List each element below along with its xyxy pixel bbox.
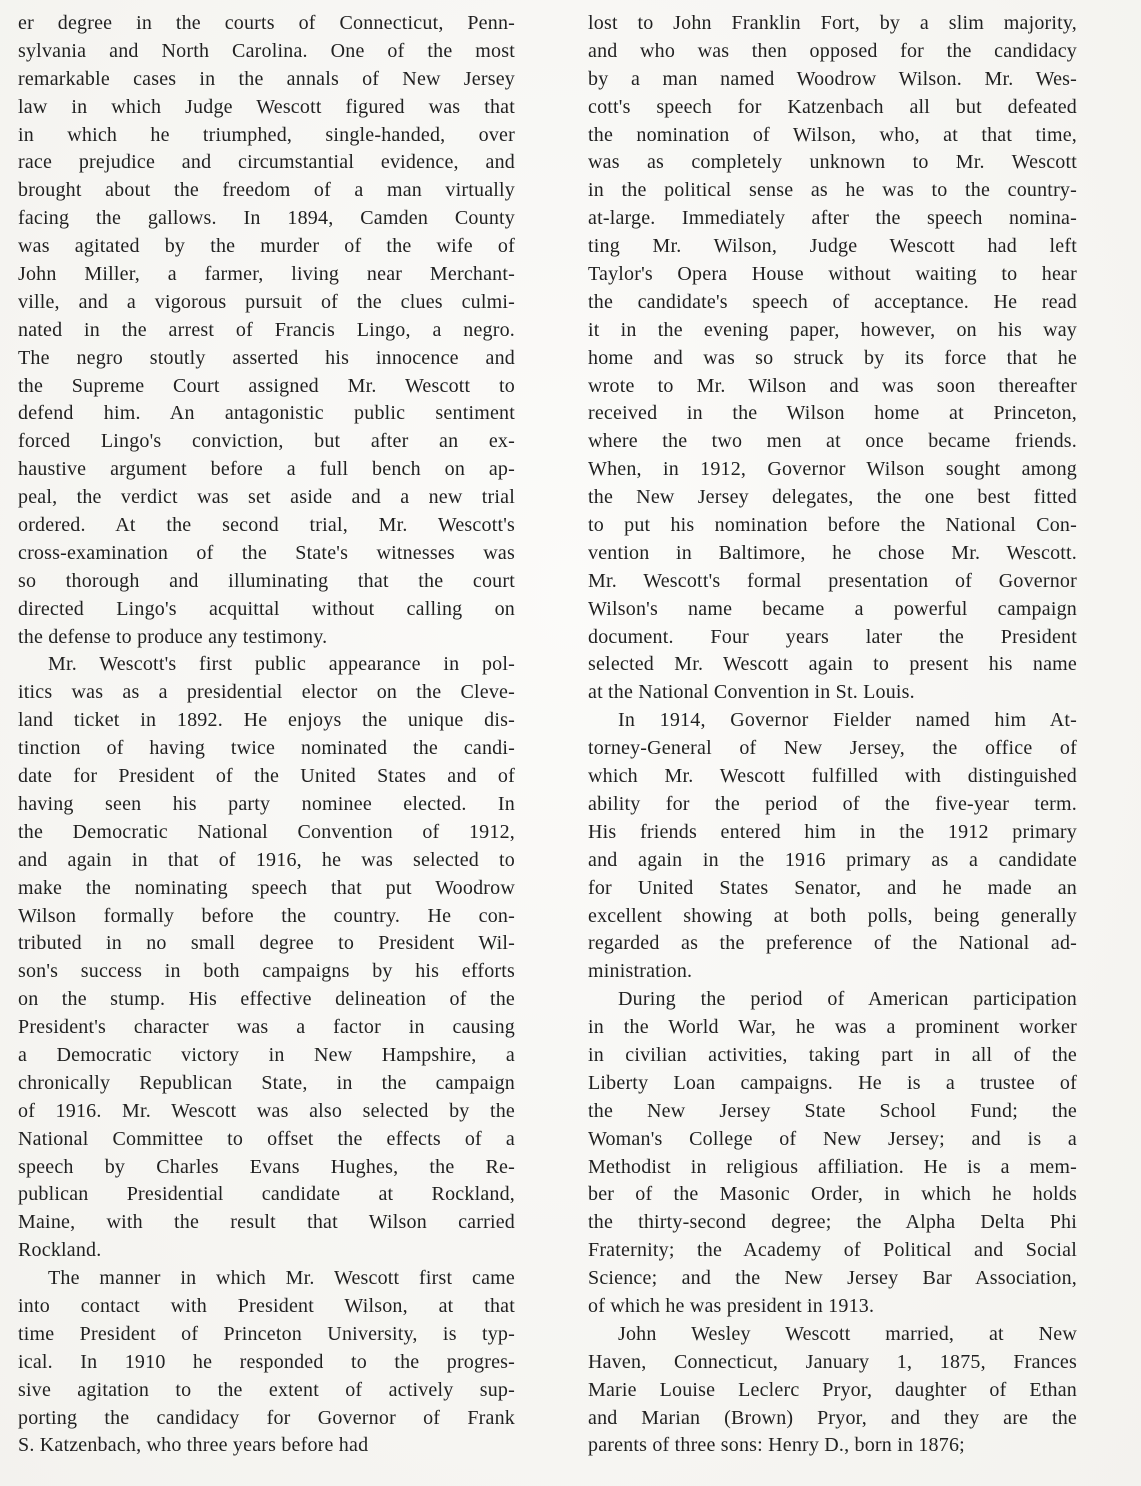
text-line: porting the candidacy for Governor of Frank [18,1406,515,1429]
text-line: a Democratic victory in New Hampshire, a [18,1043,515,1066]
text-line: and who was then opposed for the candidacy [588,39,1077,62]
text-line: where the two men at once became friends. [588,430,1077,453]
text-line: Mr. Wescott's first public appearance in pol- [48,653,515,676]
text-line: it in the evening paper, however, on his way [588,318,1077,341]
text-line: wrote to Mr. Wilson and was soon thereafter [588,374,1077,397]
text-line: into contact with President Wilson, at that [18,1294,515,1317]
text-line: of which he was president in 1913. [588,1294,875,1317]
text-line: the Democratic National Convention of 1912, [18,820,515,843]
text-line: law in which Judge Wescott figured was that [18,95,515,118]
text-line: excellent showing at both polls, being generally [588,904,1077,927]
text-line: ministration. [588,960,693,983]
text-line: the Supreme Court assigned Mr. Wescott to [18,374,515,397]
text-line: directed Lingo's acquittal without calling on [18,597,515,620]
paragraph [588,1321,1077,1460]
text-line: the nomination of Wilson, who, at that time, [588,123,1077,146]
text-line: land ticket in 1892. He enjoys the unique dis- [18,709,515,732]
text-line: President's character was a factor in causing [18,1016,515,1039]
text-line: Marie Louise Leclerc Pryor, daughter of Ethan [588,1378,1077,1401]
text-line: nated in the arrest of Francis Lingo, a negro. [18,318,515,341]
text-line: His friends entered him in the 1912 primary [588,820,1077,843]
text-line: National Committee to offset the effects of a [18,1127,515,1150]
text-line: forced Lingo's conviction, but after an ex- [18,430,515,453]
text-line: Fraternity; the Academy of Political and Social [588,1239,1077,1262]
text-line: at-large. Immediately after the speech nomina- [588,207,1077,230]
text-line: Mr. Wescott's formal presentation of Governor [588,569,1077,592]
text-line: Taylor's Opera House without waiting to hear [588,263,1077,286]
text-line: remarkable cases in the annals of New Jersey [18,67,515,90]
text-line: Maine, with the result that Wilson carried [18,1211,515,1234]
paragraph [18,1265,515,1460]
text-line: the defense to produce any testimony. [18,625,328,648]
text-line: Methodist in religious affiliation. He is a mem- [588,1155,1077,1178]
paragraph [588,707,1077,986]
text-line: and Marian (Brown) Pryor, and they are the [588,1406,1077,1429]
text-line: regarded as the preference of the National ad- [588,932,1077,955]
text-line: in the World War, he was a prominent worker [588,1016,1077,1039]
text-line: tinction of having twice nominated the candi- [18,737,515,760]
text-line: Science; and the New Jersey Bar Association, [588,1267,1077,1290]
text-line: the thirty-second degree; the Alpha Delta Phi [588,1211,1077,1234]
text-line: in the political sense as he was to the country- [588,179,1077,202]
text-line: time President of Princeton University, is typ- [18,1322,515,1345]
text-line: speech by Charles Evans Hughes, the Re- [18,1155,515,1178]
text-line: selected Mr. Wescott again to present his name [588,653,1077,676]
text-column-left [18,10,515,1460]
text-line: ordered. At the second trial, Mr. Wescott's [18,514,515,537]
text-line: ber of the Masonic Order, in which he holds [588,1183,1077,1206]
text-line: Woman's College of New Jersey; and is a [588,1127,1077,1150]
text-line: The manner in which Mr. Wescott first came [48,1267,515,1290]
text-line: chronically Republican State, in the campaign [18,1071,515,1094]
text-line: brought about the freedom of a man virtually [18,179,515,202]
paragraph [18,10,515,651]
text-line: When, in 1912, Governor Wilson sought among [588,458,1077,481]
text-line: tributed in no small degree to President Wil- [18,932,515,955]
text-line: having seen his party nominee elected. In [18,792,515,815]
text-line: race prejudice and circumstantial evidence, and [18,151,515,174]
text-line: S. Katzenbach, who three years before had [18,1434,369,1457]
text-line: and again in that of 1916, he was selected to [18,848,515,871]
text-line: home and was so struck by its force that he [588,346,1077,369]
text-line: in which he triumphed, single-handed, over [18,123,515,146]
text-line: was agitated by the murder of the wife of [18,235,515,258]
text-line: sive agitation to the extent of actively sup- [18,1378,515,1401]
text-line: parents of three sons: Henry D., born in 1876; [588,1434,965,1457]
text-line: ting Mr. Wilson, Judge Wescott had left [588,235,1077,258]
text-line: vention in Baltimore, he chose Mr. Wescott. [588,541,1077,564]
text-line: and again in the 1916 primary as a candidate [588,848,1077,871]
text-line: the New Jersey State School Fund; the [588,1099,1077,1122]
text-column-right [588,10,1077,1460]
text-line: publican Presidential candidate at Rockland, [18,1183,515,1206]
text-line: Wilson's name became a powerful campaign [588,597,1077,620]
text-line: for United States Senator, and he made an [588,876,1077,899]
text-line: ability for the period of the five-year term. [588,792,1077,815]
text-line: was as completely unknown to Mr. Wescott [588,151,1077,174]
text-line: In 1914, Governor Fielder named him At- [618,709,1077,732]
text-line: on the stump. His effective delineation of the [18,988,515,1011]
text-line: sylvania and North Carolina. One of the most [18,39,515,62]
text-line: During the period of American participation [618,988,1077,1011]
text-line: of 1916. Mr. Wescott was also selected by the [18,1099,515,1122]
text-line: the candidate's speech of acceptance. He read [588,290,1077,313]
text-line: peal, the verdict was set aside and a new trial [18,486,515,509]
text-line: ical. In 1910 he responded to the progres- [18,1350,515,1373]
text-line: cross-examination of the State's witnesses was [18,541,515,564]
text-line: at the National Convention in St. Louis. [588,681,915,704]
text-line: make the nominating speech that put Woodrow [18,876,515,899]
text-line: son's success in both campaigns by his efforts [18,960,515,983]
text-line: cott's speech for Katzenbach all but defeated [588,95,1077,118]
text-line: haustive argument before a full bench on ap- [18,458,515,481]
text-line: lost to John Franklin Fort, by a slim majority, [588,12,1077,34]
text-line: document. Four years later the President [588,625,1077,648]
text-line: facing the gallows. In 1894, Camden County [18,207,515,230]
text-line: ville, and a vigorous pursuit of the clues culmi- [18,290,515,313]
text-line: John Wesley Wescott married, at New [618,1322,1077,1345]
text-line: which Mr. Wescott fulfilled with distinguished [588,765,1077,788]
text-line: defend him. An antagonistic public sentiment [18,402,515,425]
text-line: torney-General of New Jersey, the office of [588,737,1077,760]
paragraph [588,986,1077,1321]
text-line: date for President of the United States and of [18,765,515,788]
text-line: er degree in the courts of Connecticut, Penn- [18,12,515,34]
text-line: Liberty Loan campaigns. He is a trustee of [588,1071,1077,1094]
text-line: John Miller, a farmer, living near Merchant- [18,263,515,286]
text-line: so thorough and illuminating that the court [18,569,515,592]
text-line: The negro stoutly asserted his innocence and [18,346,515,369]
paragraph [588,10,1077,707]
text-line: the New Jersey delegates, the one best fitted [588,486,1077,509]
text-line: in civilian activities, taking part in all of the [588,1043,1077,1066]
text-line: itics was as a presidential elector on the Cleve- [18,681,515,704]
paragraph [18,651,515,1265]
text-line: received in the Wilson home at Princeton, [588,402,1077,425]
text-line: Wilson formally before the country. He con- [18,904,515,927]
text-line: by a man named Woodrow Wilson. Mr. Wes- [588,67,1077,90]
text-line: to put his nomination before the National Con- [588,514,1077,537]
text-line: Rockland. [18,1239,102,1262]
text-line: Haven, Connecticut, January 1, 1875, Frances [588,1350,1077,1373]
